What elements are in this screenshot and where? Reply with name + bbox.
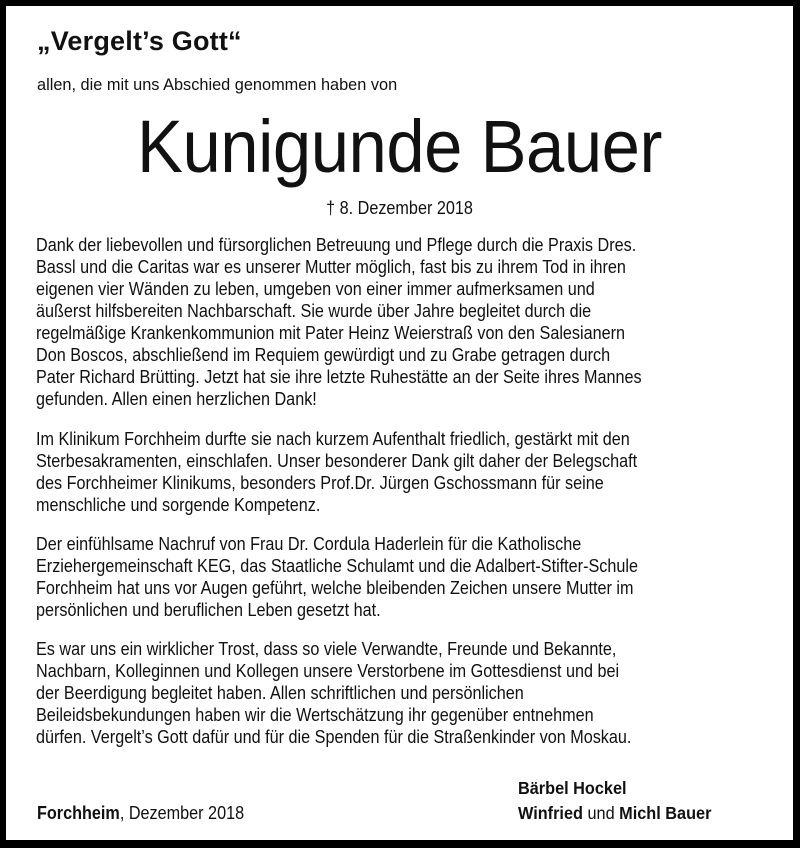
text-line: des Forchheimer Klinikums, besonders Prof.Dr. Jürgen Gschossmann für seine	[36, 472, 604, 493]
text-line: der Beerdigung begleitet haben. Allen schriftlichen und persönlichen	[36, 682, 524, 703]
signer-name: Winfried	[518, 803, 583, 823]
headline: „Vergelt’s Gott“	[37, 26, 242, 56]
text-line: Forchheim hat uns vor Augen geführt, welche bleibenden Zeichen unsere Mutter im	[36, 577, 634, 598]
text-line: Es war uns ein wirklicher Trost, dass so viele Verwandte, Freunde und Bekannte,	[36, 638, 617, 659]
signature-line-1	[518, 778, 627, 799]
text-line: Im Klinikum Forchheim durfte sie nach kurzem Aufenthalt friedlich, gestärkt mit den	[36, 428, 630, 449]
text-line: Dank der liebevollen und fürsorglichen Betreuung und Pflege durch die Praxis Dres.	[36, 234, 637, 255]
text-line: Sterbesakramenten, einschlafen. Unser besonderer Dank gilt daher der Belegschaft	[36, 450, 638, 471]
place-and-date	[37, 803, 244, 824]
text-line: Don Boscos, abschließend im Requiem gewürdigt und zu Grabe getragen durch	[36, 344, 611, 365]
text-line: äußerst hilfsbereiten Nachbarschaft. Sie wurde über Jahre begleitet durch die	[36, 300, 592, 321]
text-line: Beileidsbekundungen haben wir die Wertschätzung ihr gegenüber entnehmen	[36, 704, 594, 725]
text-line: regelmäßige Krankenkommunion mit Pater Heinz Weierstraß von den Salesianern	[36, 322, 626, 343]
separator: ,	[119, 803, 129, 823]
text-line: gefunden. Allen einen herzlichen Dank!	[36, 388, 317, 409]
paragraph-4	[36, 638, 716, 748]
signature-line-2	[518, 803, 711, 824]
signer-name: Michl Bauer	[619, 803, 712, 823]
text-line: Erziehergemeinschaft KEG, das Staatliche Schulamt und die Adalbert-Stifter-Schule	[36, 555, 638, 576]
deceased-name: Kunigunde Bauer	[137, 105, 662, 188]
conjunction: und	[582, 803, 620, 823]
text-line: dürfen. Vergelt’s Gott dafür und für die Spenden für die Straßenkinder von Moskau.	[36, 726, 632, 747]
intro-text: allen, die mit uns Abschied genommen haben von	[37, 75, 398, 94]
death-date: † 8. Dezember 2018	[326, 198, 473, 218]
text-line: Bassl und die Caritas war es unserer Mutter möglich, fast bis zu ihrem Tod in ihren	[36, 256, 626, 277]
text-line: Der einfühlsame Nachruf von Frau Dr. Cordula Haderlein für die Katholische	[36, 533, 582, 554]
place: Forchheim	[37, 803, 120, 823]
text-line: Pater Richard Brütting. Jetzt hat sie ihre letzte Ruhestätte an der Seite ihres Mannes	[36, 366, 642, 387]
paragraph-3	[36, 533, 724, 621]
signer-name: Bärbel Hockel	[518, 778, 627, 798]
text-line: eigenen vier Wänden zu leben, umgeben von einer immer aufmerksamen und	[36, 278, 595, 299]
paragraph-1	[36, 234, 728, 410]
paragraph-2	[36, 428, 723, 516]
text-line: persönlichen und beruflichen Leben gesetzt hat.	[36, 599, 381, 620]
obituary-notice	[6, 6, 793, 840]
footer-date: Dezember 2018	[128, 803, 245, 823]
text-line: menschliche und sorgende Kompetenz.	[36, 494, 321, 515]
text-line: Nachbarn, Kolleginnen und Kollegen unsere Verstorbene im Gottesdienst und bei	[36, 660, 620, 681]
